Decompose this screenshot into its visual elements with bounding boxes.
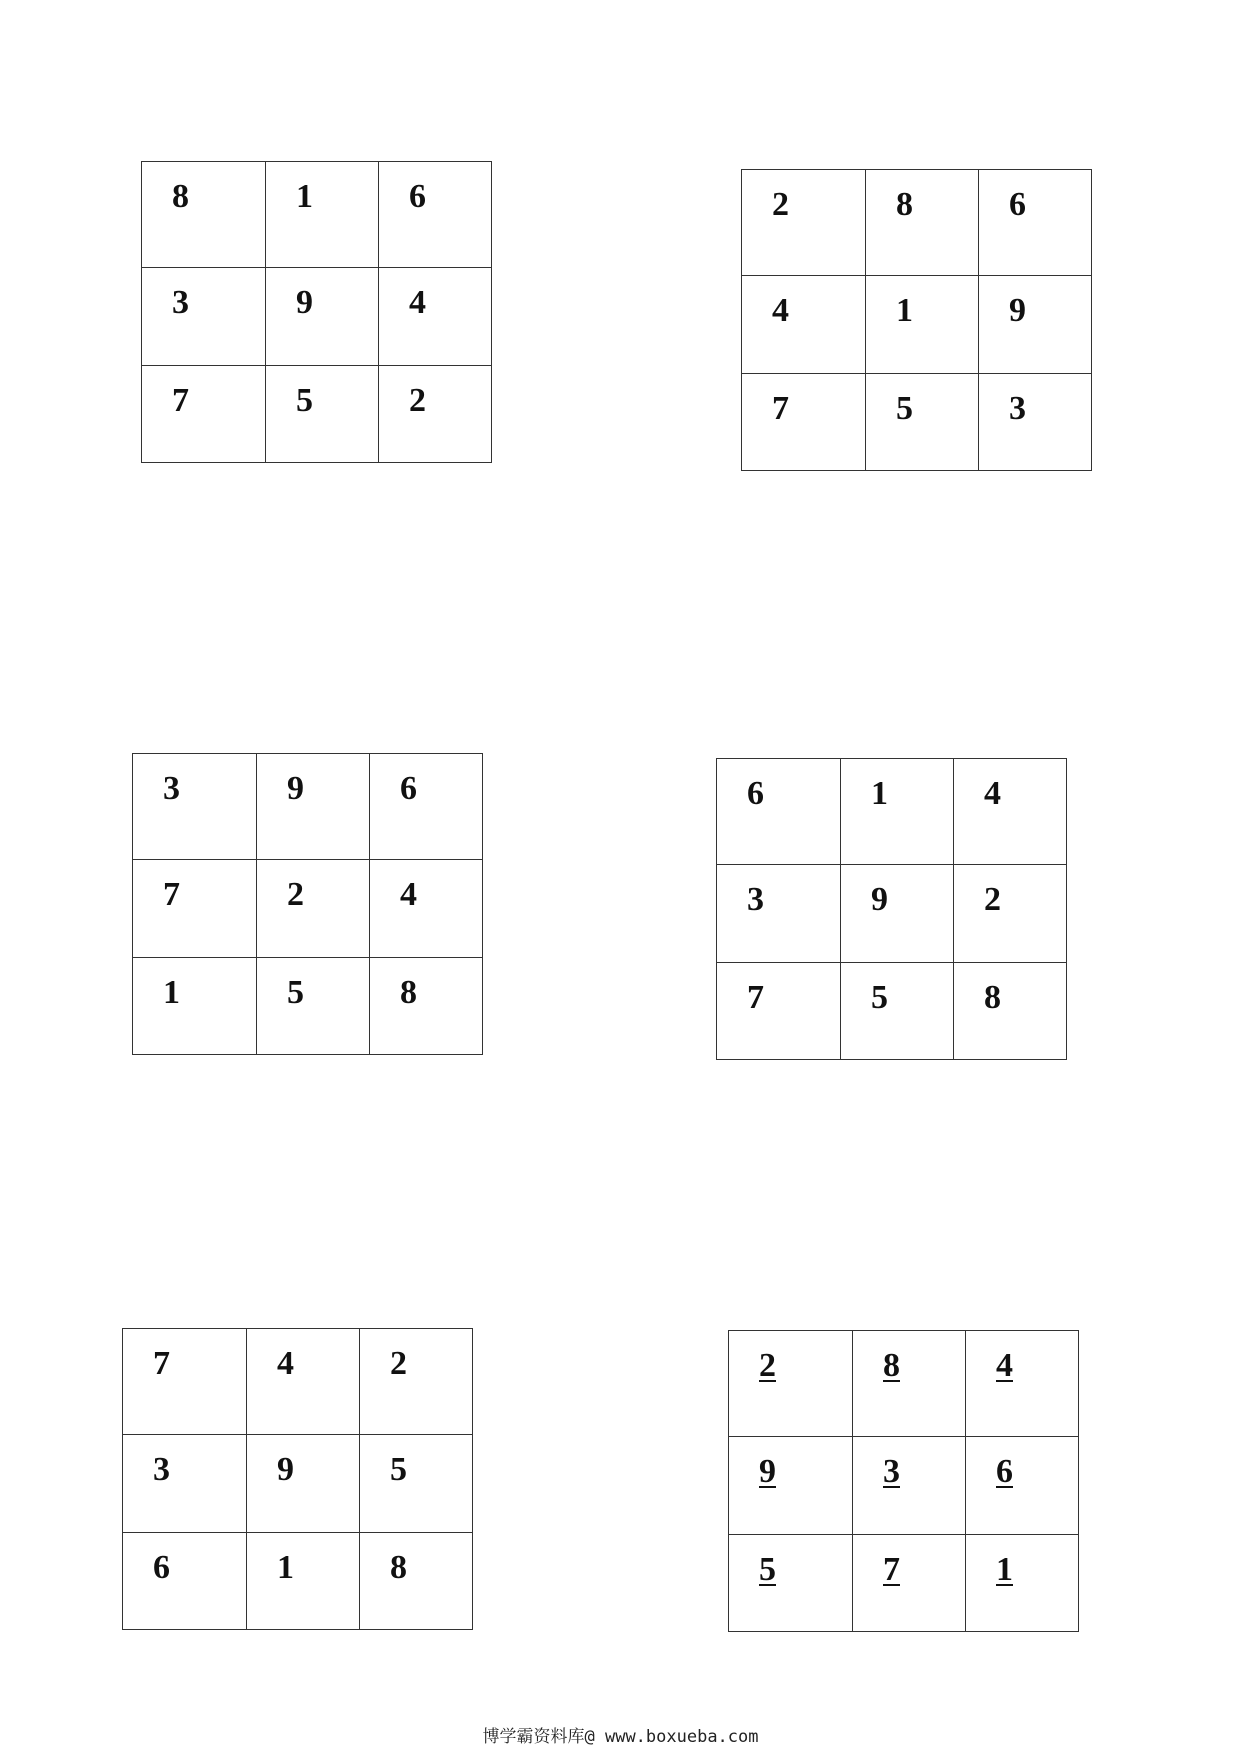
- grid-cell: [266, 268, 379, 366]
- cell-number: 9: [287, 770, 304, 807]
- cell-number: 5: [871, 979, 888, 1016]
- cell-number: 1: [296, 178, 313, 215]
- cell-number: 2: [759, 1347, 776, 1384]
- grid-cell: [717, 963, 841, 1060]
- cell-number: 3: [153, 1451, 170, 1488]
- grid-cell: [954, 759, 1067, 865]
- grid-cell: [379, 268, 492, 366]
- cell-number: 8: [984, 979, 1001, 1016]
- cell-number: 2: [390, 1345, 407, 1382]
- grid-cell: [954, 963, 1067, 1060]
- cell-number: 6: [747, 775, 764, 812]
- grid-cell: [966, 1331, 1079, 1437]
- cell-number: 7: [747, 979, 764, 1016]
- grid-cell: [266, 162, 379, 268]
- grid-cell: [979, 276, 1092, 374]
- number-grid-3: [132, 753, 483, 1055]
- grid-cell: [370, 754, 483, 860]
- grid-cell: [370, 958, 483, 1055]
- cell-number: 8: [883, 1347, 900, 1384]
- cell-number: 4: [996, 1347, 1013, 1384]
- grid-cell: [133, 860, 257, 958]
- grid-cell: [717, 759, 841, 865]
- cell-number: 9: [871, 881, 888, 918]
- grid-cell: [379, 162, 492, 268]
- grid-row: [123, 1435, 473, 1533]
- grid-row: [742, 276, 1092, 374]
- grid-cell: [257, 860, 370, 958]
- cell-number: 7: [772, 390, 789, 427]
- grid-cell: [729, 1535, 853, 1632]
- cell-number: 2: [287, 876, 304, 913]
- cell-number: 1: [871, 775, 888, 812]
- grid-cell: [257, 958, 370, 1055]
- number-grid-5: [122, 1328, 473, 1630]
- grid-cell: [866, 374, 979, 471]
- grid-cell: [717, 865, 841, 963]
- grid-row: [729, 1331, 1079, 1437]
- cell-number: 5: [287, 974, 304, 1011]
- cell-number: 6: [1009, 186, 1026, 223]
- grid-row: [142, 268, 492, 366]
- cell-number: 8: [172, 178, 189, 215]
- cell-number: 2: [409, 382, 426, 419]
- grid-row: [717, 759, 1067, 865]
- grid-cell: [966, 1535, 1079, 1632]
- cell-number: 5: [390, 1451, 407, 1488]
- cell-number: 7: [163, 876, 180, 913]
- grid-cell: [954, 865, 1067, 963]
- cell-number: 6: [400, 770, 417, 807]
- grid-row: [133, 958, 483, 1055]
- grid-row: [123, 1329, 473, 1435]
- grid-cell: [142, 268, 266, 366]
- footer-watermark: 博学霸资料库@ www.boxueba.com: [482, 1727, 759, 1747]
- cell-number: 9: [1009, 292, 1026, 329]
- grid-row: [133, 860, 483, 958]
- grid-cell: [379, 366, 492, 463]
- grid-cell: [966, 1437, 1079, 1535]
- grid-cell: [729, 1331, 853, 1437]
- grid-cell: [123, 1435, 247, 1533]
- cell-number: 4: [984, 775, 1001, 812]
- grid-cell: [123, 1329, 247, 1435]
- grid-cell: [123, 1533, 247, 1630]
- cell-number: 5: [896, 390, 913, 427]
- grid-cell: [841, 865, 954, 963]
- cell-number: 8: [400, 974, 417, 1011]
- grid-row: [742, 170, 1092, 276]
- grid-row: [717, 963, 1067, 1060]
- number-grid-4: [716, 758, 1067, 1060]
- grid-cell: [866, 276, 979, 374]
- grid-cell: [729, 1437, 853, 1535]
- cell-number: 1: [996, 1551, 1013, 1588]
- grid-cell: [853, 1437, 966, 1535]
- cell-number: 3: [172, 284, 189, 321]
- cell-number: 5: [296, 382, 313, 419]
- cell-number: 4: [772, 292, 789, 329]
- grid-cell: [853, 1331, 966, 1437]
- cell-number: 3: [1009, 390, 1026, 427]
- cell-number: 7: [172, 382, 189, 419]
- grid-cell: [247, 1435, 360, 1533]
- grid-row: [142, 162, 492, 268]
- grid-cell: [360, 1435, 473, 1533]
- grid-cell: [853, 1535, 966, 1632]
- cell-number: 7: [153, 1345, 170, 1382]
- grid-cell: [742, 276, 866, 374]
- grid-cell: [266, 366, 379, 463]
- cell-number: 9: [277, 1451, 294, 1488]
- cell-number: 1: [163, 974, 180, 1011]
- cell-number: 3: [883, 1453, 900, 1490]
- grid-cell: [247, 1329, 360, 1435]
- grid-cell: [979, 374, 1092, 471]
- grid-row: [123, 1533, 473, 1630]
- cell-number: 3: [747, 881, 764, 918]
- cell-number: 4: [277, 1345, 294, 1382]
- grid-row: [742, 374, 1092, 471]
- cell-number: 2: [984, 881, 1001, 918]
- cell-number: 7: [883, 1551, 900, 1588]
- cell-number: 4: [409, 284, 426, 321]
- cell-number: 6: [409, 178, 426, 215]
- cell-number: 9: [296, 284, 313, 321]
- grid-cell: [841, 963, 954, 1060]
- grid-row: [729, 1437, 1079, 1535]
- grid-cell: [257, 754, 370, 860]
- cell-number: 6: [153, 1549, 170, 1586]
- cell-number: 8: [896, 186, 913, 223]
- cell-number: 8: [390, 1549, 407, 1586]
- grid-cell: [142, 366, 266, 463]
- cell-number: 5: [759, 1551, 776, 1588]
- grid-cell: [247, 1533, 360, 1630]
- cell-number: 1: [277, 1549, 294, 1586]
- grid-row: [142, 366, 492, 463]
- grid-cell: [360, 1329, 473, 1435]
- grid-cell: [133, 958, 257, 1055]
- grid-cell: [742, 170, 866, 276]
- grid-cell: [360, 1533, 473, 1630]
- grid-row: [133, 754, 483, 860]
- grid-row: [717, 865, 1067, 963]
- cell-number: 6: [996, 1453, 1013, 1490]
- grid-cell: [370, 860, 483, 958]
- number-grid-6: [728, 1330, 1079, 1632]
- cell-number: 4: [400, 876, 417, 913]
- grid-cell: [133, 754, 257, 860]
- grid-cell: [142, 162, 266, 268]
- cell-number: 3: [163, 770, 180, 807]
- grid-cell: [742, 374, 866, 471]
- grid-cell: [841, 759, 954, 865]
- grid-cell: [866, 170, 979, 276]
- cell-number: 1: [896, 292, 913, 329]
- cell-number: 2: [772, 186, 789, 223]
- number-grid-1: [141, 161, 492, 463]
- number-grid-2: [741, 169, 1092, 471]
- grid-row: [729, 1535, 1079, 1632]
- cell-number: 9: [759, 1453, 776, 1490]
- grid-cell: [979, 170, 1092, 276]
